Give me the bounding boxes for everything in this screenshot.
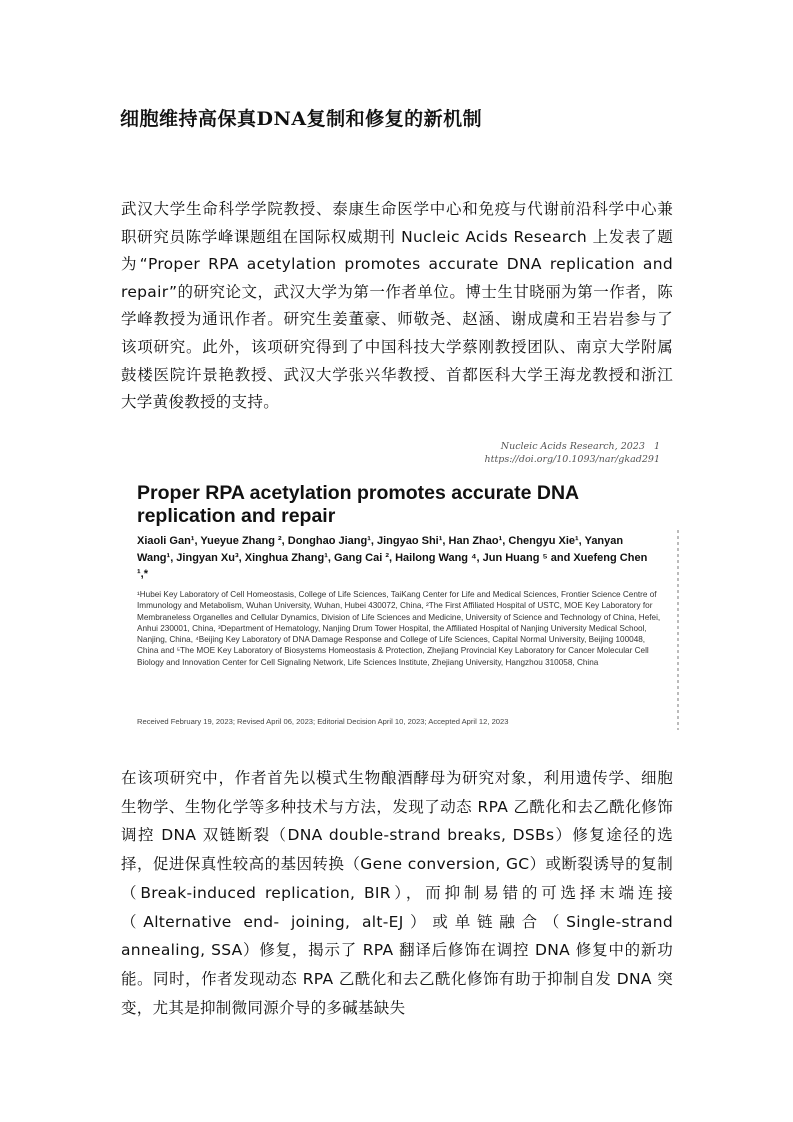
journal-citation	[485, 440, 660, 466]
paragraph-intro: 武汉大学生命科学学院教授、泰康生命医学中心和免疫与代谢前沿科学中心兼职研究员陈学峰课题组在国际权威期刊 Nucleic Acids Research 上发表了题为“Proper RPA acetylation promotes accurate DNA replication and repair”的研究论文，武汉大学为第一作者单位。博士生甘晓丽为第一作者，陈学峰教授为通讯作者。研究生姜董豪、师敬尧、赵涵、谢成虞和王岩岩参与了该项研究。此外，该项研究得到了中国科技大学蔡刚教授团队、南京大学附属鼓楼医院许景艳教授、武汉大学张兴华教授、首都医科大学王海龙教授和浙江大学黄俊教授的支持。	[121, 200, 673, 412]
paper-affiliations: ¹Hubei Key Laboratory of Cell Homeostasis, College of Life Sciences, TaiKang Center for Life and Medical Sciences, Frontier Science Centre of Immunology and Metabolism, Wuhan University, Wuhan, Hubei 430072, China, ²The First Affiliated Hospital of USTC, MOE Key Laboratory for Membraneless Organelles and Cellular Dynamics, Division of Life Sciences and Medicine, University of Science and Technology of China, Hefei, Anhui 230001, China, ³Department of Hematology, Nanjing Drum Tower Hospital, the Affiliated Hospital of Nanjing University Medical School, Nanjing, China, ⁴Beijing Key Laboratory of DNA Damage Response and College of Life Sciences, Capital Normal University, Beijing 100048, China and ⁵The MOE Key Laboratory of Biosystems Homeostasis & Protection, Zhejiang Provincial Key Laboratory for Cancer Molecular Cell Biology and Innovation Center for Cell Signaling Network, Life Sciences Institute, Zhejiang University, Hangzhou 310058, China	[137, 590, 661, 667]
paragraph-findings: 在该项研究中，作者首先以模式生物酿酒酵母为研究对象，利用遗传学、细胞生物学、生物化学等多种技术与方法，发现了动态 RPA 乙酰化和去乙酰化修饰调控 DNA 双链断裂（DNA double-strand breaks, DSBs）修复途径的选择，促进保真性较高的基因转换（Gene conversion, GC）或断裂诱导的复制（Break-induced replication, BIR），而抑制易错的可选择末端连接（Alternative end- joining, alt-EJ）或单链融合（Single-strand annealing, SSA）修复，揭示了 RPA 翻译后修饰在调控 DNA 修复中的新功能。同时，作者发现动态 RPA 乙酰化和去乙酰化修饰有助于抑制自发 DNA 突变，尤其是抑制微同源介导的多碱基缺失	[121, 769, 673, 1017]
paper-authors: Xiaoli Gan¹, Yueyue Zhang ², Donghao Jiang¹, Jingyao Shi¹, Han Zhao¹, Chengyu Xie¹, Yanyan Wang¹, Jingyan Xu³, Xinghua Zhang¹, Gang Cai ², Hailong Wang ⁴, Jun Huang ⁵ and Xuefeng Chen ¹,*	[137, 535, 648, 580]
journal-name: Nucleic Acids Research, 2023	[500, 441, 645, 452]
paper-dates: Received February 19, 2023; Revised April 06, 2023; Editorial Decision April 10, 2023; Accepted April 12, 2023	[137, 717, 509, 726]
journal-page: 1	[653, 441, 660, 452]
paper-header-figure	[120, 432, 680, 742]
article-title: 细胞维持高保真DNA复制和修复的新机制	[120, 108, 483, 130]
paper-title: Proper RPA acetylation promotes accurate DNA replication and repair	[137, 482, 579, 527]
journal-doi: https://doi.org/10.1093/nar/gkad291	[484, 454, 660, 465]
figure-edge-divider	[677, 530, 679, 730]
